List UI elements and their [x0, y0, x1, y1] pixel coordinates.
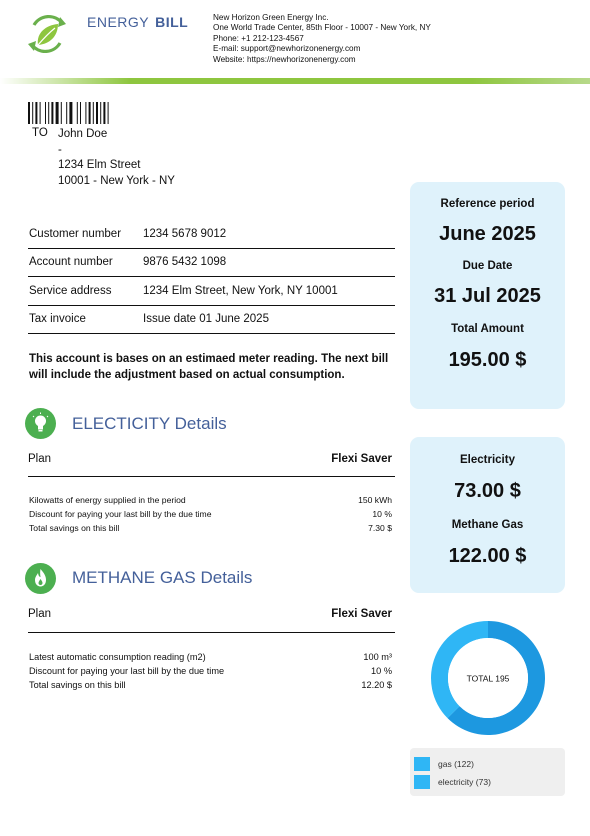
gas-details-list — [29, 650, 392, 692]
brand-word-bill: BILL — [155, 14, 189, 30]
info-value: 1234 Elm Street, New York, NY 10001 — [143, 284, 338, 297]
chart-legend — [410, 748, 565, 796]
info-value: Issue date 01 June 2025 — [143, 313, 269, 326]
gas-section-title: METHANE GAS Details — [72, 568, 253, 587]
detail-value: 100 m³ — [363, 652, 392, 662]
barcode-bar — [48, 102, 49, 124]
gas-amount-value: 122.00 $ — [448, 545, 527, 567]
barcode — [28, 102, 198, 124]
plan-value: Flexi Saver — [331, 608, 392, 620]
info-row-tax-invoice — [28, 306, 395, 335]
header — [0, 0, 590, 78]
company-email: E-mail: support@newhorizonenergy.com — [213, 44, 361, 54]
total-amount-label: Total Amount — [451, 323, 524, 335]
detail-label: Kilowatts of energy supplied in the period — [29, 495, 186, 505]
info-key: Tax invoice — [29, 313, 86, 326]
electricity-amount-value: 73.00 $ — [454, 480, 521, 502]
company-info — [213, 13, 431, 65]
detail-value: 150 kWh — [358, 495, 392, 505]
breakdown-card — [410, 437, 565, 593]
detail-label: Discount for paying your last bill by the due time — [29, 666, 225, 676]
barcode-bar — [89, 102, 91, 124]
barcode-bar — [61, 102, 62, 124]
gas-plan-row — [28, 608, 395, 620]
barcode-bar — [45, 102, 46, 124]
due-date-value: 31 Jul 2025 — [434, 285, 541, 307]
barcode-bar — [40, 102, 41, 124]
plan-value: Flexi Saver — [331, 453, 392, 465]
electricity-section-title: ELECTICITY Details — [72, 414, 227, 433]
recipient-street: 1234 Elm Street — [58, 159, 141, 171]
barcode-bar — [96, 102, 98, 124]
detail-row-discount — [29, 664, 392, 678]
legend-swatch — [414, 775, 430, 789]
estimated-reading-notice: This account is bases on an estimaed meter reading. The next bill will include the adjustment based on actual consumption. — [29, 353, 389, 381]
detail-label: Total savings on this bill — [29, 680, 126, 690]
recycle-leaf-logo-icon — [24, 11, 70, 57]
barcode-bar — [56, 102, 59, 124]
detail-value: 10 % — [372, 509, 392, 519]
due-date-label: Due Date — [462, 260, 513, 272]
legend-swatch — [414, 757, 430, 771]
barcode-bar — [28, 102, 30, 124]
barcode-bar — [80, 102, 81, 124]
gas-amount-label: Methane Gas — [451, 519, 524, 531]
barcode-bar — [69, 102, 72, 124]
lightbulb-icon — [25, 408, 56, 439]
plan-label: Plan — [28, 453, 52, 465]
company-phone: Phone: +1 212-123-4567 — [213, 33, 304, 43]
info-row-service-address — [28, 277, 395, 306]
detail-row-discount — [29, 507, 392, 521]
reference-period-value: June 2025 — [439, 223, 536, 245]
total-amount-value: 195.00 $ — [448, 349, 527, 371]
recipient-city: 10001 - New York - NY — [58, 174, 175, 187]
info-value: 9876 5432 1098 — [143, 256, 227, 269]
plan-label: Plan — [28, 608, 52, 620]
consumption-donut-chart — [430, 620, 546, 736]
barcode-bar — [103, 102, 105, 124]
header-divider — [0, 78, 590, 84]
barcode-bar — [32, 102, 33, 124]
detail-row-savings — [29, 678, 392, 692]
info-key: Service address — [29, 284, 112, 297]
info-key: Customer number — [29, 227, 122, 240]
barcode-bar — [100, 102, 101, 124]
recipient-address — [58, 127, 175, 189]
summary-card — [410, 182, 565, 409]
recipient-line-2: - — [58, 143, 62, 156]
legend-item-electricity — [410, 773, 565, 791]
electricity-amount-label: Electricity — [460, 454, 515, 466]
info-key: Account number — [29, 256, 113, 269]
barcode-bar — [85, 102, 86, 124]
barcode-bar — [93, 102, 94, 124]
to-label: TO — [32, 127, 48, 139]
electricity-plan-row — [28, 453, 395, 465]
reference-period-label: Reference period — [440, 198, 535, 210]
info-row-customer-number — [28, 220, 395, 249]
detail-label: Discount for paying your last bill by the due time — [29, 509, 212, 519]
detail-row-savings — [29, 521, 392, 535]
account-info-table — [28, 220, 395, 334]
detail-value: 7.30 $ — [368, 523, 392, 533]
detail-row-energy-supplied — [29, 493, 392, 507]
gas-plan-divider — [28, 632, 395, 633]
barcode-bar — [51, 102, 53, 124]
barcode-bar — [35, 102, 37, 124]
recipient-name: John Doe — [58, 128, 108, 140]
legend-item-gas — [410, 755, 565, 773]
company-name: New Horizon Green Energy Inc. — [213, 13, 329, 22]
info-value: 1234 5678 9012 — [143, 227, 227, 240]
barcode-bar — [108, 102, 109, 124]
legend-label: electricity (73) — [438, 777, 491, 787]
electricity-details-list — [29, 493, 392, 535]
electricity-plan-divider — [28, 476, 395, 477]
detail-row-consumption-reading — [29, 650, 392, 664]
brand-word-energy: ENERGY — [87, 14, 150, 30]
detail-value: 10 % — [371, 666, 392, 676]
barcode-bar — [66, 102, 67, 124]
detail-label: Total savings on this bill — [29, 523, 120, 533]
flame-icon — [25, 563, 56, 594]
brand-title — [87, 14, 188, 30]
company-address: One World Trade Center, 85th Floor - 10007 - New York, NY — [213, 23, 431, 33]
detail-label: Latest automatic consumption reading (m2) — [29, 652, 206, 662]
detail-value: 12.20 $ — [361, 680, 392, 690]
info-row-account-number — [28, 249, 395, 278]
legend-label: gas (122) — [438, 759, 474, 769]
barcode-bar — [77, 102, 78, 124]
donut-center-label: TOTAL 195 — [466, 673, 510, 684]
company-website: Website: https://newhorizonenergy.com — [213, 54, 356, 64]
